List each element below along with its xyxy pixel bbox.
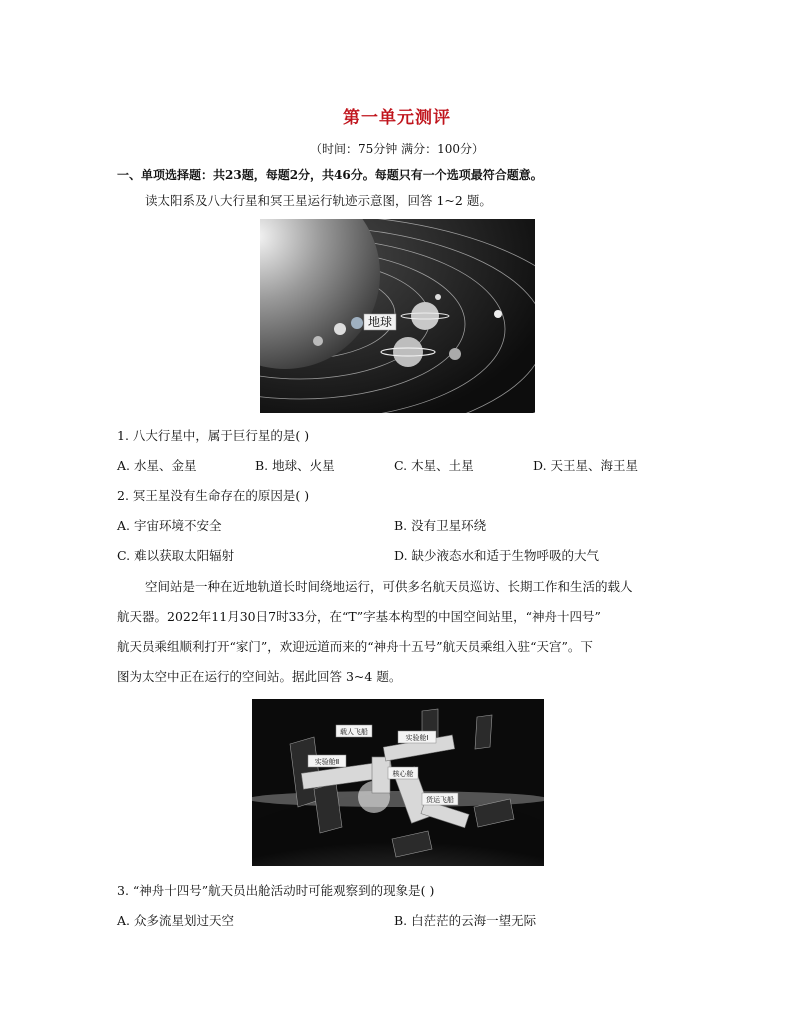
question-2-stem: 2. 冥王星没有生命存在的原因是( )	[117, 488, 310, 503]
page-title: 第一单元测评	[343, 108, 451, 128]
section-heading: 一、单项选择题：共23题，每题2分，共46分。每题只有一个选项最符合题意。	[117, 168, 543, 182]
question-3-stem: 3. “神舟十四号”航天员出舱活动时可能观察到的现象是( )	[117, 883, 435, 898]
solar-system-figure	[260, 219, 535, 413]
label-cargo-ship: 货运飞船	[426, 796, 454, 804]
q1-option-c[interactable]: C. 木星、土星	[394, 458, 474, 473]
q1-option-b[interactable]: B. 地球、火星	[255, 458, 335, 473]
space-station-figure	[252, 699, 544, 866]
intro-2-line-1: 空间站是一种在近地轨道长时间绕地运行，可供多名航天员巡访、长期工作和生活的载人	[145, 579, 633, 594]
q2-option-b[interactable]: B. 没有卫星环绕	[394, 518, 487, 533]
intro-2-line-2: 航天器。2022年11月30日7时33分，在“T”字基本构型的中国空间站里，“神舟十四号”	[117, 609, 601, 624]
space-station-illustration	[252, 699, 544, 866]
intro-2-line-4: 图为太空中正在运行的空间站。据此回答 3~4 题。	[117, 669, 402, 684]
intro-1: 读太阳系及八大行星和冥王星运行轨迹示意图，回答 1~2 题。	[145, 193, 492, 208]
earth-label: 地球	[367, 315, 393, 329]
solar-system-illustration	[260, 219, 535, 413]
label-core-module: 核心舱	[392, 770, 414, 778]
label-lab-module-2: 实验舱Ⅱ	[314, 758, 340, 766]
q3-option-b[interactable]: B. 白茫茫的云海一望无际	[394, 913, 537, 928]
intro-2-line-3: 航天员乘组顺利打开“家门”，欢迎远道而来的“神舟十五号”航天员乘组入驻“天宫”。下	[117, 639, 593, 654]
q2-option-a[interactable]: A. 宇宙环境不安全	[117, 518, 222, 533]
q2-option-c[interactable]: C. 难以获取太阳辐射	[117, 548, 235, 563]
label-crew-ship: 载人飞船	[340, 728, 368, 736]
exam-info: （时间：75分钟 满分：100分）	[310, 142, 484, 156]
label-lab-module-1: 实验舱Ⅰ	[405, 734, 429, 742]
q1-option-d[interactable]: D. 天王星、海王星	[533, 458, 639, 473]
q2-option-d[interactable]: D. 缺少液态水和适于生物呼吸的大气	[394, 548, 600, 563]
question-1-stem: 1. 八大行星中，属于巨行星的是( )	[117, 428, 310, 443]
q3-option-a[interactable]: A. 众多流星划过天空	[117, 913, 234, 928]
q1-option-a[interactable]: A. 水星、金星	[117, 458, 197, 473]
